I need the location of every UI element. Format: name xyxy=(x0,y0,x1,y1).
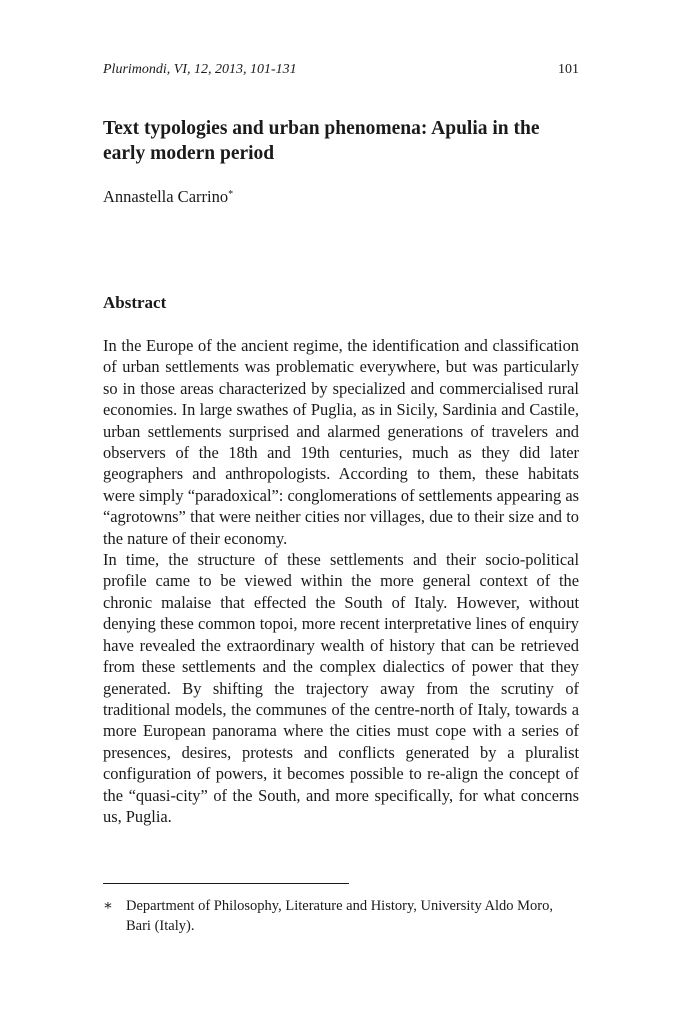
footnote xyxy=(103,896,579,936)
footnote-text: Department of Philosophy, Literature and History, University Aldo Moro, Bari (Italy). xyxy=(126,898,554,934)
footnote-mark: ∗ xyxy=(103,898,113,914)
abstract-paragraph: In time, the structure of these settlements and their socio-political profile came to be viewed within the more general context of the chronic malaise that effected the South of Italy. However, without denying these common topoi, more recent interpretative lines of enquiry have revealed the extraordinary wealth of history that can be retrieved from these settlements and the complex dialectics of power that they generated. By shifting the trajectory away from the scrutiny of traditional models, the communes of the centre-north of Italy, towards a more European panorama where the cities must cope with a series of presences, desires, protests and conflicts generated by a pluralist configuration of powers, it becomes possible to re-align the concept of the “quasi-city” of the South, and more specifically, for what concerns us, Puglia. xyxy=(103,550,579,826)
abstract-heading: Abstract xyxy=(103,293,167,312)
author-name: Annastella Carrino xyxy=(103,187,229,206)
author-line xyxy=(103,186,233,208)
abstract-body xyxy=(103,335,579,827)
journal-reference: Plurimondi, VI, 12, 2013, 101-131 xyxy=(103,62,297,77)
running-head xyxy=(103,60,579,80)
author-footnote-mark: * xyxy=(228,189,234,200)
paper-page xyxy=(103,0,579,1024)
article-title: Text typologies and urban phenomena: Apulia in the early modern period xyxy=(103,118,540,164)
abstract-paragraph: In the Europe of the ancient regime, the identification and classification of urban settlements was problematic everywhere, but was particularly so in those areas characterized by specialized and commercialised rural economies. In large swathes of Puglia, as in Sicily, Sardinia and Castile, urban settlements surprised and alarmed generations of travelers and observers of the 18th and 19th centuries, much as they did later geographers and anthropologists. According to them, these habitats were simply “paradoxical”: conglomerations of settlements appearing as “agrotowns” that were neither cities nor villages, due to their size and to the nature of their economy. xyxy=(103,336,579,548)
footnote-divider xyxy=(103,883,349,884)
page-number: 101 xyxy=(558,62,579,77)
